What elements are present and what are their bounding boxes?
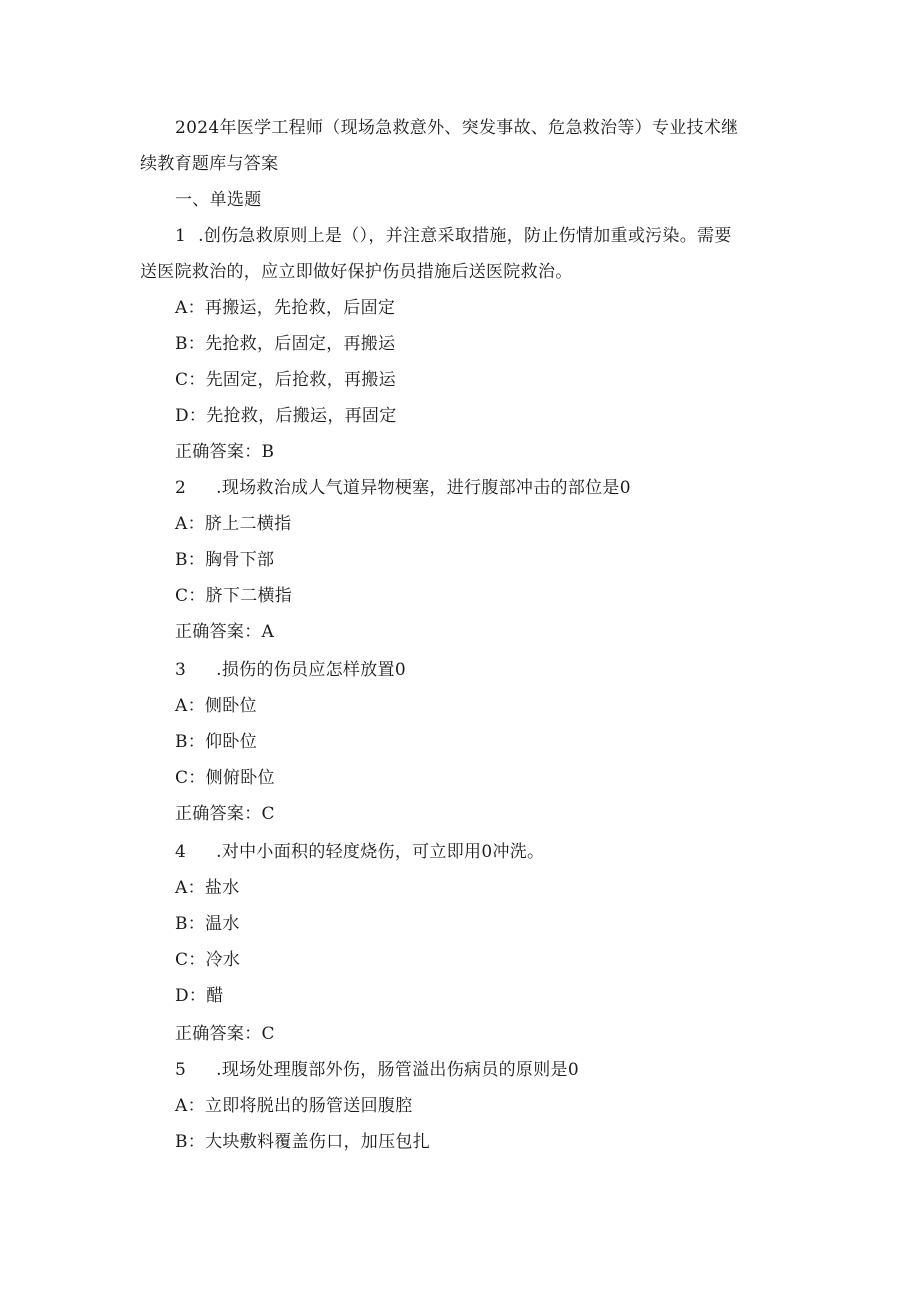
option-label: B： [175, 1132, 206, 1152]
question-number: 3 [175, 660, 187, 680]
option-text: 脐上二横指 [204, 514, 292, 534]
option-text: 先抢救，后固定，再搬运 [205, 334, 396, 354]
option-label: D： [175, 986, 207, 1006]
answer-value: C [261, 804, 275, 824]
option-label: B： [175, 550, 206, 570]
question-3-option-b [175, 731, 257, 753]
option-text: 大块敷料覆盖伤口，加压包扎 [205, 1132, 430, 1152]
option-text: 醋 [206, 986, 224, 1006]
question-2-answer [175, 621, 274, 643]
question-1-option-c [175, 369, 396, 391]
option-label: A： [175, 696, 205, 716]
question-2-option-b [175, 549, 274, 571]
option-text: 侧卧位 [204, 696, 257, 716]
question-3-option-a [175, 695, 257, 717]
option-text: 盐水 [204, 878, 240, 898]
question-2-line-1 [175, 477, 631, 499]
option-label: C： [175, 950, 206, 970]
question-number: 5 [175, 1060, 187, 1080]
option-label: D： [175, 406, 207, 426]
question-text: .损伤的伤员应怎样放置0 [216, 660, 406, 680]
question-1-option-b [175, 333, 395, 355]
option-label: A： [175, 514, 205, 534]
question-1-line-2: 送医院救治的，应立即做好保护伤员措施后送医院救治。 [140, 262, 573, 282]
question-3-option-c [175, 767, 275, 789]
option-text: 立即将脱出的肠管送回腹腔 [204, 1096, 413, 1116]
question-3-answer [175, 803, 275, 825]
question-4-option-b [175, 913, 240, 935]
question-text: .对中小面积的轻度烧伤，可立即用0冲洗。 [216, 842, 545, 862]
question-1-option-d [175, 405, 397, 427]
question-text: .现场处理腹部外伤，肠管溢出伤病员的原则是0 [216, 1060, 579, 1080]
option-text: 先抢救，后搬运，再固定 [206, 406, 397, 426]
section-heading: 一、单选题 [175, 190, 262, 210]
option-text: 脐下二横指 [205, 586, 293, 606]
option-text: 侧俯卧位 [205, 768, 275, 788]
option-text: 再搬运，先抢救，后固定 [204, 298, 396, 318]
option-label: B： [175, 914, 206, 934]
option-label: C： [175, 370, 206, 390]
document-title-line-1: 2024年医学工程师（现场急救意外、突发事故、危急救治等）专业技术继 [175, 118, 739, 138]
question-5-line-1 [175, 1059, 579, 1081]
question-3-line-1 [175, 659, 406, 681]
answer-prefix: 正确答案： [175, 442, 262, 462]
question-text: .现场救治成人气道异物梗塞，进行腹部冲击的部位是0 [216, 478, 631, 498]
document-title-line-2: 续教育题库与答案 [140, 154, 279, 174]
question-4-option-c [175, 949, 240, 971]
option-label: A： [175, 1096, 205, 1116]
question-5-option-b [175, 1131, 430, 1153]
question-2-option-a [175, 513, 291, 535]
question-4-answer [175, 1023, 275, 1045]
answer-prefix: 正确答案： [175, 622, 262, 642]
answer-prefix: 正确答案： [175, 1024, 262, 1044]
option-text: 胸骨下部 [205, 550, 275, 570]
question-text: .创伤急救原则上是（），并注意采取措施，防止伤情加重或污染。需要 [198, 226, 732, 246]
question-4-option-a [175, 877, 240, 899]
option-label: A： [175, 298, 205, 318]
option-label: B： [175, 334, 206, 354]
question-number: 2 [175, 478, 187, 498]
option-text: 温水 [205, 914, 240, 934]
question-1-line-1 [175, 225, 732, 247]
question-number: 1 [175, 226, 187, 246]
question-4-line-1 [175, 841, 544, 863]
option-text: 仰卧位 [205, 732, 257, 752]
answer-value: C [261, 1024, 275, 1044]
option-text: 先固定，后抢救，再搬运 [205, 370, 396, 390]
option-label: A： [175, 878, 205, 898]
question-1-option-a [175, 297, 395, 319]
answer-value: A [261, 622, 275, 642]
option-text: 冷水 [205, 950, 241, 970]
question-number: 4 [175, 842, 187, 862]
question-1-answer [175, 441, 274, 463]
answer-prefix: 正确答案： [175, 804, 262, 824]
question-4-option-d [175, 985, 224, 1007]
question-2-option-c [175, 585, 292, 607]
option-label: B： [175, 732, 206, 752]
option-label: C： [175, 586, 206, 606]
option-label: C： [175, 768, 206, 788]
question-5-option-a [175, 1095, 413, 1117]
answer-value: B [261, 442, 275, 462]
